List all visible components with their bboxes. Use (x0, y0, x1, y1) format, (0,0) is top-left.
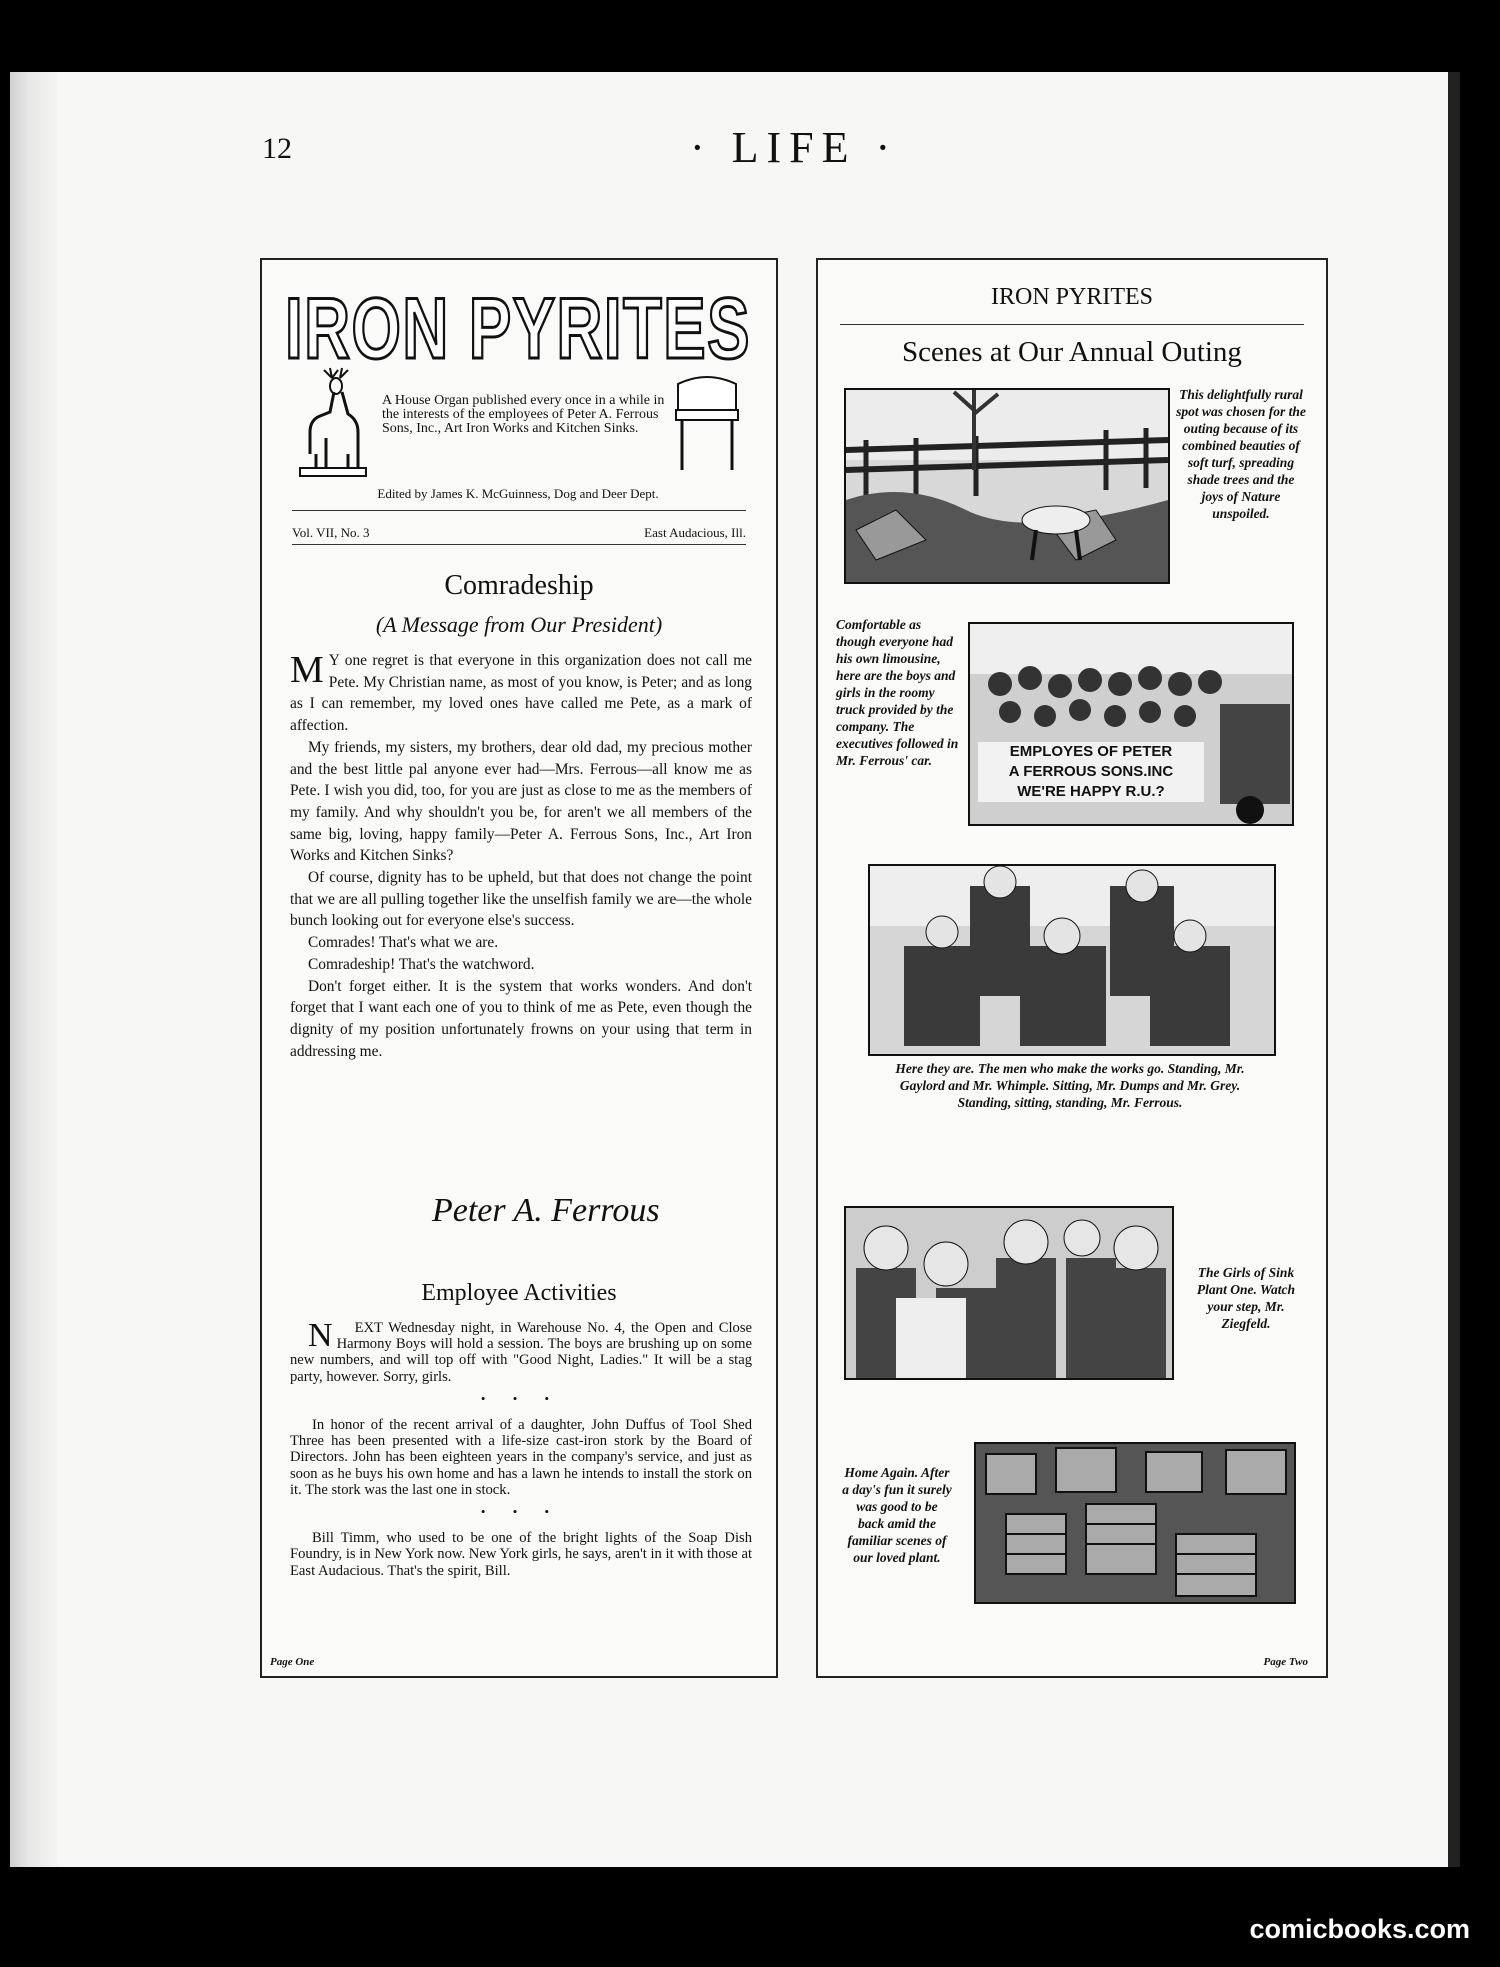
publication-place: East Audacious, Ill. (644, 525, 746, 540)
sink-icon (672, 374, 742, 474)
page-edge-shadow (10, 72, 58, 1867)
banner-line: EMPLOYES OF PETER (978, 742, 1204, 762)
drop-cap: N (308, 1317, 333, 1354)
rural-spot-photo (844, 388, 1170, 584)
drop-cap: M (290, 649, 324, 691)
article-body (290, 650, 752, 1062)
article-paragraph: Comradeship! That's the watchword. (308, 955, 535, 973)
caption-executives: Here they are. The men who make the works go. Standing, Mr. Gaylord and Mr. Whimple. Sitting, Mr. Dumps and Mr. Grey. Standing, sitting, standing, Mr. Ferrous. (895, 1061, 1245, 1110)
book-spine (1448, 72, 1460, 1867)
page-two-title: Scenes at Our Annual Outing (902, 336, 1242, 368)
page-label: Page One (270, 1656, 315, 1668)
article-paragraph: Don't forget either. It is the system that works wonders. And don't forget that I want each one of you to think of me as Pete, even though the dignity of my position unfortunately frowns on your using that term in addressing me. (290, 977, 752, 1060)
activities-body (290, 1317, 752, 1585)
crates-photo (974, 1442, 1296, 1604)
page-label: Page Two (1263, 1656, 1308, 1668)
truck-banner (978, 742, 1204, 802)
separator-stars: • • • (480, 1504, 562, 1520)
page-two-panel (816, 258, 1328, 1678)
activity-item: N EXT Wednesday night, in Warehouse No. 4, the Open and Close Harmony Boys will hold a session. The boys are brushing up on some new numbers, and will top off with "Good Night, Ladies." It will be a stag party, however. Sorry, girls. (290, 1317, 752, 1385)
page-one-panel (260, 258, 778, 1678)
volume-number: Vol. VII, No. 3 (292, 525, 370, 540)
article-paragraph: M Y one regret is that everyone in this organization does not call me Pete. My Christian name, as most of you know, is Peter; and as long as I can remember, my loved ones have called me Pete, as a mark of affection. (290, 649, 752, 735)
article-title: Comradeship (444, 570, 594, 601)
house-organ-intro: A House Organ published every once in a while in the interests of the employees of Peter A. Ferrous Sons, Inc., Art Iron Works and Kitchen Sinks. (382, 393, 665, 436)
masthead: · LIFE · (690, 123, 899, 172)
header-rule-bottom (292, 544, 746, 545)
activity-item: In honor of the recent arrival of a daughter, John Duffus of Tool Shed Three has been presented with a life-size cast-iron stork by the Board of Directors. John has been eighteen years in the company's service, and just as soon as he buys his own home and has a lawn he intends to install the stork on it. The stork was the last one in stock. (290, 1417, 752, 1498)
banner-line: A FERROUS SONS.INC (978, 762, 1204, 782)
president-signature: Peter A. Ferrous (432, 1192, 660, 1229)
activities-title: Employee Activities (421, 1280, 617, 1306)
article-paragraph: My friends, my sisters, my brothers, dear old dad, my precious mother and the best little pal anyone ever had—Mrs. Ferrous—all know me as Pete. I wish you did, too, for you are just as close to me as the members of my family. And why shouldn't you be, for aren't we all members of the same big, loving, happy family—Peter A. Ferrous Sons, Inc., Art Iron Works and Kitchen Sinks? (290, 738, 752, 865)
executives-photo (868, 864, 1276, 1056)
article-paragraph: Comrades! That's what we are. (308, 934, 499, 952)
watermark: comicbooks.com (1249, 1914, 1470, 1944)
caption-truck: Comfortable as though everyone had his own limousine, here are the boys and girls in the roomy truck provided by the company. The executives followed in Mr. Ferrous' car. (836, 617, 959, 768)
page-two-header: IRON PYRITES (990, 284, 1153, 310)
header-rule (840, 324, 1304, 325)
page-number: 12 (262, 132, 292, 165)
caption-girls: The Girls of Sink Plant One. Watch your step, Mr. Ziegfeld. (1196, 1265, 1296, 1331)
banner-line: WE'RE HAPPY R.U.? (978, 782, 1204, 802)
article-paragraph: Of course, dignity has to be upheld, but that does not change the point that we are all pulling together like the unselfish family we are—the whole bunch looking out for everyone else's success. (290, 869, 752, 930)
editor-credit: Edited by James K. McGuinness, Dog and Deer Dept. (377, 486, 659, 501)
truck-photo (968, 622, 1294, 826)
caption-rural-spot: This delightfully rural spot was chosen for the outing because of its combined beauties of soft turf, spreading shade trees and the joys of Nature unspoiled. (1176, 387, 1306, 521)
iron-pyrites-logo (282, 281, 754, 377)
caption-home-again: Home Again. After a day's fun it surely was good to be back amid the familiar scenes of our loved plant. (842, 1465, 952, 1565)
logo-text: IRON PYRITES (285, 281, 751, 377)
separator-stars: • • • (480, 1390, 562, 1406)
activity-item: Bill Timm, who used to be one of the bright lights of the Soap Dish Foundry, is in New York now. New York girls, he says, aren't in it with those at East Audacious. That's the spirit, Bill. (290, 1530, 752, 1579)
article-subtitle: (A Message from Our President) (375, 612, 663, 637)
header-rule (292, 510, 746, 511)
deer-icon (292, 368, 382, 478)
girls-photo (844, 1206, 1174, 1380)
